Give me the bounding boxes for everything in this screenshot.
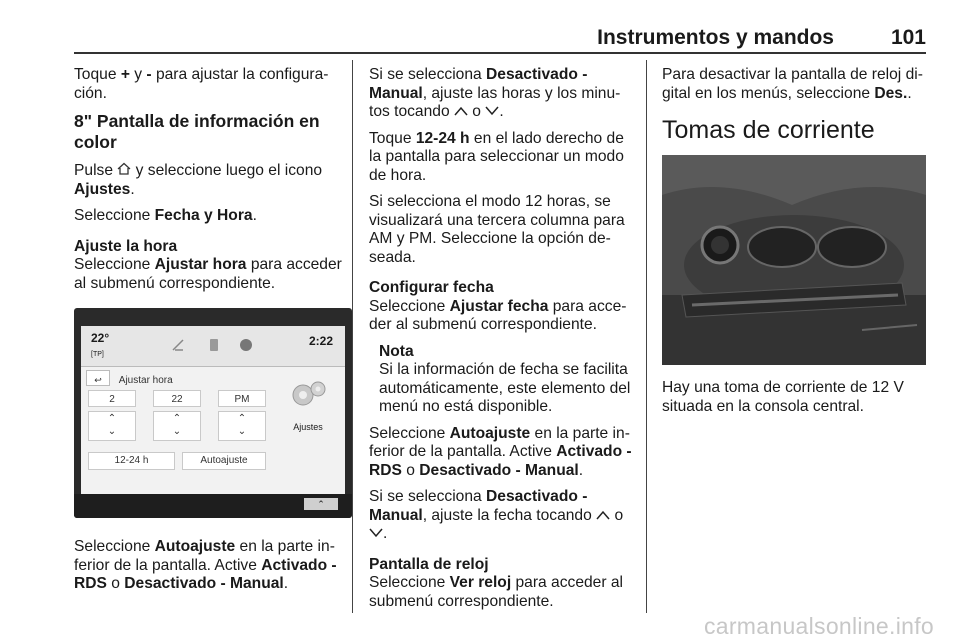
paragraph: Seleccione Ajustar hora para acceder al submenú correspondiente. xyxy=(74,256,342,292)
header-rule xyxy=(74,52,926,54)
paragraph: Seleccione Autoajuste en la parte in-ferior de la pantalla. Active Activado - RDS o Desactivado - Manual. xyxy=(74,538,337,592)
time-settings-screen-figure xyxy=(74,308,352,518)
paragraph: Toque + y - para ajustar la configura-ción. xyxy=(74,66,329,102)
chevron-down-icon[interactable]: ⌄ xyxy=(172,426,182,437)
chevron-up-icon xyxy=(596,507,610,524)
settings-label: Ajustes xyxy=(293,421,323,432)
paragraph: Pulse y seleccione luego el icono Ajustes. xyxy=(74,162,323,198)
collapse-button[interactable] xyxy=(304,498,338,510)
chevron-down-icon xyxy=(485,103,499,120)
hour-value: 2 xyxy=(88,390,136,407)
phone-icon xyxy=(209,338,219,358)
paragraph: Seleccione Fecha y Hora. xyxy=(74,207,257,224)
chevron-up-icon[interactable]: ⌃ xyxy=(107,413,117,424)
subheading: Configurar fecha xyxy=(369,279,494,296)
paragraph: Si selecciona el modo 12 horas, se visualizará una tercera columna para AM y PM. Seleccione la opción de-seada. xyxy=(369,193,625,266)
column-divider-1 xyxy=(352,60,353,613)
settings-shortcut[interactable] xyxy=(278,378,338,436)
page-number: 101 xyxy=(890,26,926,49)
chevron-up-icon xyxy=(454,103,468,120)
back-icon[interactable]: ↩ xyxy=(86,370,110,386)
chevron-down-icon[interactable]: ⌄ xyxy=(107,426,117,437)
paragraph: Seleccione Ajustar fecha para acce-der al submenú correspondiente. xyxy=(369,297,627,333)
subheading: Ajuste la hora xyxy=(74,237,178,255)
paragraph: Si se selecciona Desactivado - Manual, ajuste la fecha tocando o . xyxy=(369,488,624,542)
chevron-down-icon xyxy=(369,525,383,542)
watermark: carmanualsonline.info xyxy=(703,613,934,639)
minute-stepper[interactable] xyxy=(153,411,201,441)
column-divider-2 xyxy=(646,60,647,613)
note-box xyxy=(379,343,639,417)
temperature: 22° xyxy=(91,331,110,345)
paragraph: Toque 12-24 h en el lado derecho de la pantalla para seleccionar un modo de hora. xyxy=(369,129,624,184)
chevron-down-icon[interactable]: ⌄ xyxy=(237,426,247,437)
page-header xyxy=(74,26,926,50)
paragraph: Seleccione Ver reloj para acceder al submenú correspondiente. xyxy=(369,574,623,610)
nav-icon xyxy=(171,338,185,358)
ampm-value: PM xyxy=(218,390,266,407)
media-icon xyxy=(239,338,253,358)
chevron-up-icon[interactable]: ⌃ xyxy=(317,499,325,509)
screen-bottombar xyxy=(74,494,352,518)
ampm-stepper[interactable] xyxy=(218,411,266,441)
note-text: Si la información de fecha se facilita automáticamente, este elemento del menú no está disponible. xyxy=(379,361,631,415)
gears-icon xyxy=(288,378,328,412)
submenu-title: Ajustar hora xyxy=(118,375,173,386)
autoajuste-button[interactable]: Autoajuste xyxy=(182,452,266,470)
page-title: Instrumentos y mandos xyxy=(597,26,834,49)
note-title: Nota xyxy=(379,342,414,360)
chevron-up-icon[interactable]: ⌃ xyxy=(237,413,247,424)
clock-display: 2:22 xyxy=(308,334,333,348)
back-row[interactable] xyxy=(86,370,266,386)
tp-indicator: [TP] xyxy=(91,351,104,358)
paragraph: Hay una toma de corriente de 12 V situada en la consola central. xyxy=(662,379,904,415)
minute-value: 22 xyxy=(153,390,201,407)
paragraph: Si se selecciona Desactivado - Manual, ajuste las horas y los minu-tos tocando o . xyxy=(369,66,621,120)
column-2 xyxy=(369,66,639,619)
subheading: Pantalla de reloj xyxy=(369,555,489,573)
chevron-up-icon[interactable]: ⌃ xyxy=(172,413,182,424)
screen-topbar xyxy=(81,326,345,367)
12-24-button[interactable]: 12-24 h xyxy=(88,452,175,470)
home-icon xyxy=(117,162,131,179)
power-outlet-photo xyxy=(662,155,926,365)
column-3 xyxy=(662,66,928,424)
hour-stepper[interactable] xyxy=(88,411,136,441)
column-1 xyxy=(74,66,346,602)
paragraph: Para desactivar la pantalla de reloj di-gital en los menús, seleccione Des.. xyxy=(662,66,923,102)
paragraph: Seleccione Autoajuste en la parte in-ferior de la pantalla. Active Activado - RDS o Desactivado - Manual. xyxy=(369,424,632,479)
section-heading: 8" Pantalla de información en color xyxy=(74,111,320,152)
section-title: Tomas de corriente xyxy=(662,116,875,144)
